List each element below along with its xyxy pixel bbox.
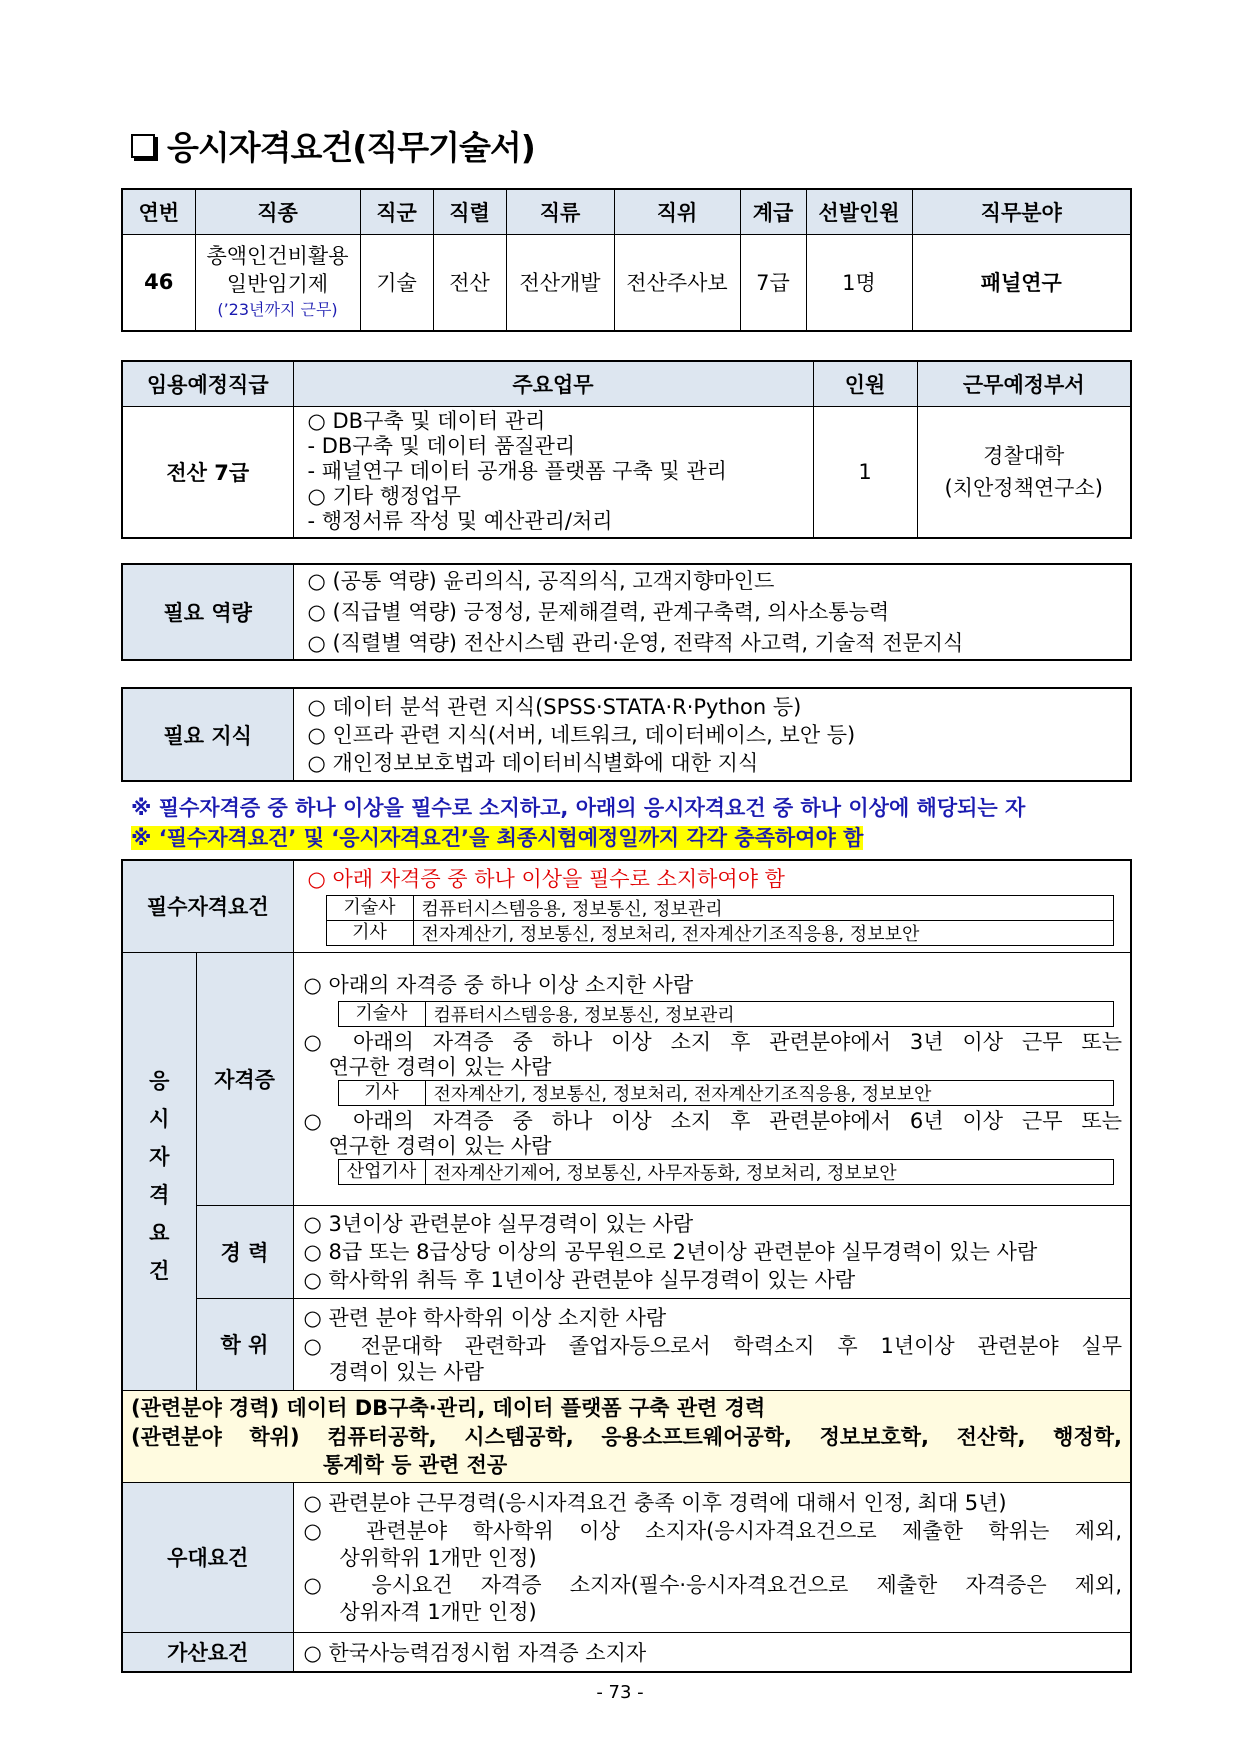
degree-item: ○ 전문대학 관련학과 졸업자등으로서 학력소지 후 1년이상 관련분야 실무: [303, 1334, 1122, 1358]
preference-label: 우대요건: [122, 1482, 293, 1632]
row-group: 기술: [360, 235, 433, 331]
required-label: 필수자격요건: [122, 860, 293, 952]
department-line2: (치안정책연구소): [944, 475, 1103, 500]
header-appoint-grade: 임용예정직급: [122, 361, 293, 407]
license-label: 자격증: [196, 952, 293, 1205]
knowledge-item: ○ 인프라 관련 지식(서버, 네트워크, 데이터베이스, 보안 등): [307, 722, 856, 747]
department: [917, 407, 1131, 538]
license-cert-row: [338, 1001, 1115, 1027]
cert-list: 전자계산기, 정보통신, 정보처리, 전자계산기조직응용, 정보보안: [421, 923, 920, 945]
header-position: 직위: [614, 189, 740, 235]
duty-list: [293, 407, 813, 538]
eligibility-char: 자: [149, 1145, 170, 1169]
related-degree-cont: 통계학 등 관련 전공: [323, 1453, 508, 1477]
competency-label: 필요 역량: [122, 564, 293, 660]
cert-list: 전자계산기제어, 정보통신, 사무자동화, 정보처리, 정보보안: [433, 1162, 897, 1184]
header-group: 직군: [360, 189, 433, 235]
row-count: 1명: [806, 235, 912, 331]
appoint-grade: 전산 7급: [122, 407, 293, 538]
related-degree: (관련분야 학위) 컴퓨터공학, 시스템공학, 응용소프트웨어공학, 정보보호학, 전산학, 행정학,: [131, 1425, 1122, 1449]
related-field-cell: [122, 1390, 1131, 1482]
license-item: ○ 아래의 자격증 중 하나 이상 소지 후 관련분야에서 3년 이상 근무 또는: [303, 1029, 1122, 1054]
cert-type: 기사: [327, 921, 414, 945]
duty-table: [121, 360, 1132, 539]
type-line2: 일반임기제: [226, 272, 329, 297]
department-line1: 경찰대학: [983, 443, 1065, 468]
required-cert-row: [326, 920, 1115, 946]
preference-item: ○ 관련분야 학사학위 이상 소지자(응시자격요건으로 제출한 학위는 제외,: [303, 1519, 1122, 1543]
required-headline: ○ 아래 자격증 중 하나 이상을 필수로 소지하여야 함: [307, 866, 785, 891]
license-cell: [293, 952, 1131, 1205]
header-count: 선발인원: [806, 189, 912, 235]
eligibility-table: [121, 859, 1132, 1673]
license-item: ○ 아래의 자격증 중 하나 이상 소지한 사람: [303, 972, 694, 997]
header-series: 직렬: [433, 189, 506, 235]
checkbox-icon: [131, 134, 155, 158]
license-item-cont: 연구한 경력이 있는 사람: [328, 1133, 552, 1158]
type-note: (’23년까지 근무): [217, 300, 338, 320]
duty-item: ○ 기타 행정업무: [307, 484, 461, 509]
eligibility-char: 응: [149, 1069, 170, 1093]
competency-item: ○ (공통 역량) 윤리의식, 공직의식, 고객지향마인드: [307, 568, 775, 593]
license-cert-row: [338, 1080, 1115, 1106]
competency-list: [293, 564, 1131, 660]
page-number: - 73 -: [596, 1682, 644, 1703]
career-item: ○ 학사학위 취득 후 1년이상 관련분야 실무경력이 있는 사람: [303, 1267, 856, 1292]
eligibility-char: 요: [149, 1221, 170, 1245]
duty-item: - 행정서류 작성 및 예산관리/처리: [307, 509, 613, 534]
cert-list: 전자계산기, 정보통신, 정보처리, 전자계산기조직응용, 정보보안: [433, 1083, 932, 1105]
type-line1: 총액인건비활용: [206, 244, 349, 269]
row-position: 전산주사보: [614, 235, 740, 331]
career-list: [293, 1205, 1131, 1298]
header-class: 직류: [506, 189, 614, 235]
page-title-text: 응시자격요건(직무기술서): [167, 128, 535, 167]
degree-item: ○ 관련 분야 학사학위 이상 소지한 사람: [303, 1306, 667, 1330]
row-series: 전산: [433, 235, 506, 331]
bonus-item: ○ 한국사능력검정시험 자격증 소지자: [293, 1632, 1131, 1672]
degree-item-cont: 경력이 있는 사람: [328, 1360, 484, 1384]
competency-item: ○ (직급별 역량) 긍정성, 문제해결력, 관계구축력, 의사소통능력: [307, 599, 890, 624]
competency-table: [121, 563, 1132, 661]
career-item: ○ 3년이상 관련분야 실무경력이 있는 사람: [303, 1211, 694, 1236]
career-item: ○ 8급 또는 8급상당 이상의 공무원으로 2년이상 관련분야 실무경력이 있는 사람: [303, 1239, 1038, 1264]
header-department: 근무예정부서: [917, 361, 1131, 407]
header-no: 연번: [122, 189, 195, 235]
row-class: 전산개발: [506, 235, 614, 331]
note-deadline-text: ※ ‘필수자격요건’ 및 ‘응시자격요건’을 최종시험예정일까지 각각 충족하여야 함: [131, 826, 864, 850]
cert-type: 산업기사: [339, 1160, 426, 1184]
header-field: 직무분야: [912, 189, 1131, 235]
eligibility-label: [122, 952, 196, 1390]
duty-item: - DB구축 및 데이터 품질관리: [307, 434, 576, 459]
preference-list: [293, 1482, 1131, 1632]
job-info-table: [121, 188, 1132, 332]
license-item-cont: 연구한 경력이 있는 사람: [328, 1054, 552, 1079]
degree-list: [293, 1298, 1131, 1390]
eligibility-char: 건: [149, 1259, 170, 1283]
preference-item-cont: 상위학위 1개만 인정): [339, 1546, 537, 1570]
row-type: [195, 235, 360, 331]
cert-list: 컴퓨터시스템응용, 정보통신, 정보관리: [421, 898, 723, 920]
header-grade: 계급: [740, 189, 806, 235]
header-type: 직종: [195, 189, 360, 235]
note-required-cert: ※ 필수자격증 중 하나 이상을 필수로 소지하고, 아래의 응시자격요건 중 하나 이상에 해당되는 자: [131, 796, 1026, 820]
related-career: (관련분야 경력) 데이터 DB구축·관리, 데이터 플랫폼 구축 관련 경력: [131, 1396, 766, 1420]
note-deadline: [131, 822, 863, 852]
cert-list: 컴퓨터시스템응용, 정보통신, 정보관리: [433, 1004, 735, 1026]
required-cert-row: [326, 895, 1115, 921]
header-duties: 주요업무: [293, 361, 813, 407]
competency-item: ○ (직렬별 역량) 전산시스템 관리·운영, 전략적 사고력, 기술적 전문지식: [307, 630, 964, 655]
row-field: 패널연구: [912, 235, 1131, 331]
cert-type: 기사: [339, 1081, 426, 1105]
required-cell: [293, 860, 1131, 952]
knowledge-item: ○ 데이터 분석 관련 지식(SPSS·STATA·R·Python 등): [307, 694, 802, 719]
knowledge-label: 필요 지식: [122, 688, 293, 781]
knowledge-list: [293, 688, 1131, 781]
preference-item: ○ 관련분야 근무경력(응시자격요건 충족 이후 경력에 대해서 인정, 최대 5년): [303, 1491, 1007, 1515]
knowledge-item: ○ 개인정보보호법과 데이터비식별화에 대한 지식: [307, 750, 759, 775]
cert-type: 기술사: [339, 1002, 426, 1026]
bonus-label: 가산요건: [122, 1632, 293, 1672]
eligibility-char: 격: [149, 1183, 170, 1207]
duty-item: - 패널연구 데이터 공개용 플랫폼 구축 및 관리: [307, 459, 727, 484]
page-title: [131, 122, 535, 169]
header-headcount: 인원: [813, 361, 917, 407]
cert-type: 기술사: [327, 896, 414, 920]
preference-item: ○ 응시요건 자격증 소지자(필수·응시자격요건으로 제출한 자격증은 제외,: [303, 1573, 1122, 1597]
preference-item-cont: 상위자격 1개만 인정): [339, 1600, 537, 1624]
headcount: 1: [813, 407, 917, 538]
row-no: 46: [122, 235, 195, 331]
row-grade: 7급: [740, 235, 806, 331]
duty-item: ○ DB구축 및 데이터 관리: [307, 409, 546, 434]
knowledge-table: [121, 687, 1132, 782]
license-item: ○ 아래의 자격증 중 하나 이상 소지 후 관련분야에서 6년 이상 근무 또는: [303, 1108, 1122, 1133]
degree-label: 학 위: [196, 1298, 293, 1390]
career-label: 경 력: [196, 1205, 293, 1298]
eligibility-char: 시: [149, 1107, 170, 1131]
license-cert-row: [338, 1159, 1115, 1185]
